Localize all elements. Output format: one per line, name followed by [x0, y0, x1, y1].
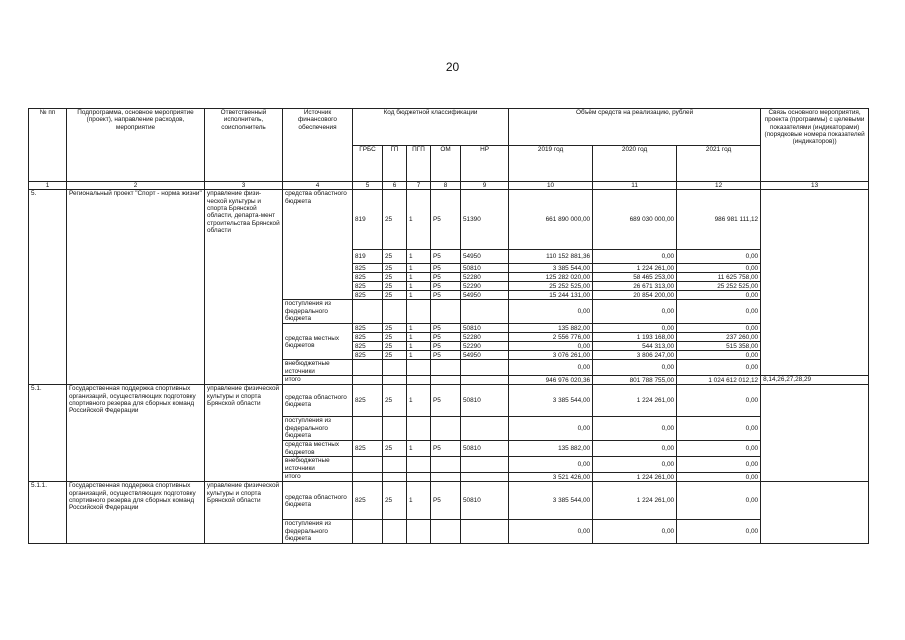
pgp-cell: 1	[407, 351, 431, 360]
grbs-cell: 825	[353, 264, 383, 273]
empty-code-cell	[461, 457, 509, 473]
source-federal: поступления из федерального бюджета	[283, 520, 353, 544]
pgp-cell: 1	[407, 385, 431, 417]
empty-code-cell	[383, 300, 407, 324]
gp-cell: 25	[383, 482, 407, 520]
empty-code-cell	[407, 457, 431, 473]
amount-2021: 0,00	[677, 360, 761, 376]
amount-2021: 1 024 612 012,12	[677, 376, 761, 385]
source-local: средства местных бюджетов	[283, 324, 353, 360]
amount-2020: 0,00	[593, 360, 677, 376]
om-cell: P5	[431, 250, 461, 264]
amount-2019: 946 976 020,36	[509, 376, 593, 385]
amount-2020: 1 224 261,00	[593, 482, 677, 520]
amount-2019: 15 244 131,00	[509, 291, 593, 300]
om-cell: P5	[431, 342, 461, 351]
om-cell: P5	[431, 291, 461, 300]
col-index: 12	[677, 182, 761, 190]
amount-2021: 25 252 525,00	[677, 282, 761, 291]
col-index: 2	[67, 182, 205, 190]
executor-name: управление физической культуры и спорта Брянской области	[205, 385, 283, 482]
header-code-group: Код бюджетной классификации	[353, 109, 509, 146]
table-row	[29, 385, 869, 417]
gp-cell: 25	[383, 273, 407, 282]
grbs-cell: 825	[353, 351, 383, 360]
col-index: 4	[283, 182, 353, 190]
budget-table	[28, 108, 869, 544]
empty-code-cell	[383, 457, 407, 473]
gp-cell: 25	[383, 250, 407, 264]
amount-2020: 689 030 000,00	[593, 190, 677, 250]
amount-2019: 0,00	[509, 417, 593, 441]
empty-code-cell	[461, 520, 509, 544]
np-cell: 50810	[461, 385, 509, 417]
amount-2021: 515 358,00	[677, 342, 761, 351]
empty-code-cell	[407, 300, 431, 324]
empty-code-cell	[353, 376, 383, 385]
amount-2021: 0,00	[677, 324, 761, 333]
header-link: Связь основного мероприятия, проекта (программы) с целевыми показателями (индикаторами) (порядковые номера показателей (индикаторов))	[761, 109, 869, 182]
amount-2019: 2 556 776,00	[509, 333, 593, 342]
amount-2021: 0,00	[677, 473, 761, 482]
program-name: Региональный проект "Спорт - норма жизни"	[67, 190, 205, 385]
col-index: 8	[431, 182, 461, 190]
table-header	[29, 109, 869, 190]
grbs-cell: 825	[353, 385, 383, 417]
empty-code-cell	[383, 417, 407, 441]
gp-cell: 25	[383, 385, 407, 417]
grbs-cell: 825	[353, 342, 383, 351]
amount-2020: 801 788 755,00	[593, 376, 677, 385]
amount-2019: 0,00	[509, 457, 593, 473]
empty-code-cell	[461, 417, 509, 441]
amount-2021: 0,00	[677, 264, 761, 273]
empty-code-cell	[407, 520, 431, 544]
amount-2019: 3 385 544,00	[509, 385, 593, 417]
program-name: Государственная поддержка спортивных организаций, осуществляющих подготовку спортивного резерва для сборных команд Российской Федерации	[67, 482, 205, 544]
col-index: 7	[407, 182, 431, 190]
amount-2021: 237 260,00	[677, 333, 761, 342]
om-cell: P5	[431, 351, 461, 360]
row-number: 5.	[29, 190, 67, 385]
amount-2020: 0,00	[593, 520, 677, 544]
amount-2019: 110 152 881,36	[509, 250, 593, 264]
amount-2020: 3 806 247,00	[593, 351, 677, 360]
empty-code-cell	[353, 457, 383, 473]
empty-code-cell	[407, 360, 431, 376]
grbs-cell: 819	[353, 190, 383, 250]
np-cell: 50810	[461, 482, 509, 520]
source-extra: внебюджетные источники	[283, 360, 353, 376]
header-om: ОМ	[431, 145, 461, 182]
amount-2020: 0,00	[593, 417, 677, 441]
pgp-cell: 1	[407, 250, 431, 264]
amount-2019: 661 890 000,00	[509, 190, 593, 250]
col-index: 9	[461, 182, 509, 190]
amount-2020: 0,00	[593, 250, 677, 264]
amount-2021: 0,00	[677, 351, 761, 360]
header-executor: Ответственный исполнитель, соисполнитель	[205, 109, 283, 182]
empty-code-cell	[461, 376, 509, 385]
np-cell: 54950	[461, 351, 509, 360]
np-cell: 54950	[461, 291, 509, 300]
amount-2021: 0,00	[677, 441, 761, 457]
amount-2019: 3 076 261,00	[509, 351, 593, 360]
gp-cell: 25	[383, 324, 407, 333]
empty-code-cell	[407, 473, 431, 482]
np-cell: 50810	[461, 324, 509, 333]
col-index: 11	[593, 182, 677, 190]
source-federal: поступления из федерального бюджета	[283, 300, 353, 324]
header-amount-group: Объём средств на реализацию, рублей	[509, 109, 761, 146]
header-2019: 2019 год	[509, 145, 593, 182]
om-cell: P5	[431, 333, 461, 342]
link-cell	[761, 385, 869, 482]
empty-code-cell	[431, 457, 461, 473]
table-row	[29, 482, 869, 520]
np-cell: 52280	[461, 273, 509, 282]
amount-2020: 1 224 261,00	[593, 264, 677, 273]
col-index: 5	[353, 182, 383, 190]
source-regional: средства областного бюджета	[283, 482, 353, 520]
om-cell: P5	[431, 190, 461, 250]
source-local: средства местных бюджетов	[283, 441, 353, 457]
header-pgp: ПГП	[407, 145, 431, 182]
grbs-cell: 825	[353, 441, 383, 457]
amount-2021: 0,00	[677, 385, 761, 417]
row-number: 5.1.1.	[29, 482, 67, 544]
program-name: Государственная поддержка спортивных организаций, осуществляющих подготовку спортивного резерва для сборных команд Российской Федерации	[67, 385, 205, 482]
amount-2021: 0,00	[677, 457, 761, 473]
np-cell: 54950	[461, 250, 509, 264]
grbs-cell: 825	[353, 333, 383, 342]
source-regional: средства областного бюджета	[283, 385, 353, 417]
pgp-cell: 1	[407, 264, 431, 273]
pgp-cell: 1	[407, 291, 431, 300]
empty-code-cell	[407, 417, 431, 441]
header-2021: 2021 год	[677, 145, 761, 182]
grbs-cell: 819	[353, 250, 383, 264]
empty-code-cell	[431, 300, 461, 324]
header-program: Подпрограмма, основное мероприятие (проект), направление расходов, мероприятие	[67, 109, 205, 182]
source-total: итого	[283, 473, 353, 482]
amount-2019: 135 882,00	[509, 324, 593, 333]
link-indicators: 8,14,26,27,28,29	[761, 376, 869, 385]
empty-code-cell	[353, 520, 383, 544]
om-cell: P5	[431, 482, 461, 520]
amount-2020: 1 224 261,00	[593, 473, 677, 482]
amount-2019: 0,00	[509, 342, 593, 351]
amount-2021: 0,00	[677, 291, 761, 300]
amount-2019: 135 882,00	[509, 441, 593, 457]
amount-2019: 3 385 544,00	[509, 264, 593, 273]
empty-code-cell	[383, 520, 407, 544]
amount-2019: 25 252 525,00	[509, 282, 593, 291]
col-index: 10	[509, 182, 593, 190]
om-cell: P5	[431, 282, 461, 291]
empty-code-cell	[461, 473, 509, 482]
amount-2021: 0,00	[677, 300, 761, 324]
source-extra: внебюджетные источники	[283, 457, 353, 473]
np-cell: 52280	[461, 333, 509, 342]
source-regional: средства областного бюджета	[283, 190, 353, 300]
col-index: 13	[761, 182, 869, 190]
om-cell: P5	[431, 264, 461, 273]
np-cell: 50810	[461, 441, 509, 457]
gp-cell: 25	[383, 282, 407, 291]
gp-cell: 25	[383, 264, 407, 273]
amount-2020: 544 313,00	[593, 342, 677, 351]
empty-code-cell	[353, 360, 383, 376]
header-grbs: ГРБС	[353, 145, 383, 182]
empty-code-cell	[461, 300, 509, 324]
pgp-cell: 1	[407, 333, 431, 342]
col-index: 1	[29, 182, 67, 190]
empty-code-cell	[431, 520, 461, 544]
empty-code-cell	[383, 360, 407, 376]
amount-2021: 0,00	[677, 520, 761, 544]
gp-cell: 25	[383, 333, 407, 342]
header-num: № пп	[29, 109, 67, 182]
empty-code-cell	[461, 360, 509, 376]
pgp-cell: 1	[407, 441, 431, 457]
executor-name: управление физической культуры и спорта Брянской области	[205, 482, 283, 544]
grbs-cell: 825	[353, 482, 383, 520]
amount-2021: 0,00	[677, 482, 761, 520]
header-2020: 2020 год	[593, 145, 677, 182]
empty-code-cell	[431, 376, 461, 385]
page-number: 20	[445, 60, 460, 74]
header-np: НР	[461, 145, 509, 182]
amount-2020: 1 224 261,00	[593, 385, 677, 417]
amount-2021: 0,00	[677, 250, 761, 264]
om-cell: P5	[431, 385, 461, 417]
np-cell: 52290	[461, 282, 509, 291]
pgp-cell: 1	[407, 282, 431, 291]
grbs-cell: 825	[353, 324, 383, 333]
source-total: итого	[283, 376, 353, 385]
amount-2020: 58 465 253,00	[593, 273, 677, 282]
amount-2020: 1 193 168,00	[593, 333, 677, 342]
empty-code-cell	[353, 300, 383, 324]
column-index-row	[29, 182, 869, 190]
pgp-cell: 1	[407, 190, 431, 250]
np-cell: 50810	[461, 264, 509, 273]
amount-2021: 11 625 758,00	[677, 273, 761, 282]
header-source: Источник финансового обеспечения	[283, 109, 353, 182]
link-cell	[761, 482, 869, 544]
om-cell: P5	[431, 324, 461, 333]
empty-code-cell	[353, 473, 383, 482]
om-cell: P5	[431, 441, 461, 457]
pgp-cell: 1	[407, 342, 431, 351]
gp-cell: 25	[383, 190, 407, 250]
om-cell: P5	[431, 273, 461, 282]
amount-2019: 125 282 020,00	[509, 273, 593, 282]
gp-cell: 25	[383, 291, 407, 300]
empty-code-cell	[407, 376, 431, 385]
grbs-cell: 825	[353, 291, 383, 300]
gp-cell: 25	[383, 342, 407, 351]
col-index: 3	[205, 182, 283, 190]
header-gp: ГП	[383, 145, 407, 182]
amount-2020: 0,00	[593, 441, 677, 457]
pgp-cell: 1	[407, 324, 431, 333]
empty-code-cell	[383, 376, 407, 385]
amount-2019: 0,00	[509, 300, 593, 324]
empty-code-cell	[431, 417, 461, 441]
row-number: 5.1.	[29, 385, 67, 482]
gp-cell: 25	[383, 441, 407, 457]
amount-2019: 3 385 544,00	[509, 482, 593, 520]
np-cell: 51390	[461, 190, 509, 250]
amount-2021: 986 981 111,12	[677, 190, 761, 250]
empty-code-cell	[383, 473, 407, 482]
grbs-cell: 825	[353, 273, 383, 282]
amount-2021: 0,00	[677, 417, 761, 441]
empty-code-cell	[353, 417, 383, 441]
pgp-cell: 1	[407, 273, 431, 282]
amount-2019: 0,00	[509, 360, 593, 376]
amount-2020: 0,00	[593, 457, 677, 473]
amount-2020: 0,00	[593, 300, 677, 324]
np-cell: 52290	[461, 342, 509, 351]
source-federal: поступления из федерального бюджета	[283, 417, 353, 441]
empty-code-cell	[431, 473, 461, 482]
amount-2019: 0,00	[509, 520, 593, 544]
executor-name: управление физи-ческой культуры и спорта Брянской области, департа-мент строительства Брянской области	[205, 190, 283, 385]
amount-2020: 26 671 313,00	[593, 282, 677, 291]
col-index: 6	[383, 182, 407, 190]
grbs-cell: 825	[353, 282, 383, 291]
table-row	[29, 190, 869, 250]
empty-code-cell	[431, 360, 461, 376]
amount-2020: 0,00	[593, 324, 677, 333]
pgp-cell: 1	[407, 482, 431, 520]
amount-2020: 20 854 200,00	[593, 291, 677, 300]
amount-2019: 3 521 426,00	[509, 473, 593, 482]
link-cell	[761, 190, 869, 376]
gp-cell: 25	[383, 351, 407, 360]
